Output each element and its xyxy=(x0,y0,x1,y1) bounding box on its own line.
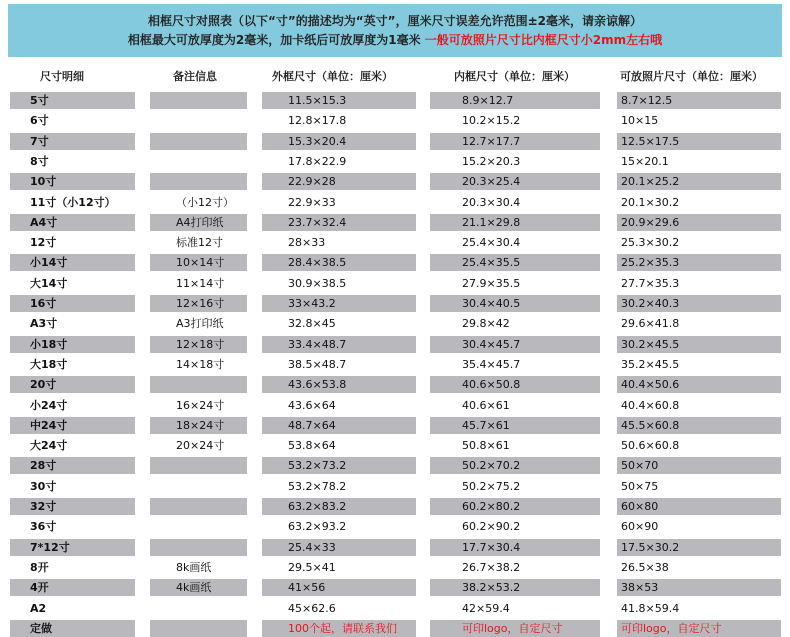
photo-size-cell: 50.6×60.8 xyxy=(621,439,680,453)
size-name-cell: 定做 xyxy=(10,620,135,637)
inner-size-cell: 50.8×61 xyxy=(462,439,510,453)
inner-size-cell: 21.1×29.8 xyxy=(430,214,600,231)
size-name-cell: 8寸 xyxy=(30,154,49,168)
outer-size-cell: 45×62.6 xyxy=(288,601,336,615)
outer-size-cell: 15.3×20.4 xyxy=(262,133,416,150)
remark-cell: 8k画纸 xyxy=(176,560,212,574)
column-header-photo-size: 可放照片尺寸（单位：厘米） xyxy=(620,70,763,83)
outer-size-cell: 63.2×93.2 xyxy=(288,520,347,534)
table-row xyxy=(0,478,790,495)
remark-cell: 标准12寸 xyxy=(176,236,223,250)
remark-cell: 12×16寸 xyxy=(150,295,247,312)
inner-size-cell: 20.3×25.4 xyxy=(430,173,600,190)
outer-size-cell: 38.5×48.7 xyxy=(288,357,347,371)
outer-size-cell: 33×43.2 xyxy=(262,295,416,312)
photo-size-cell: 可印logo，自定尺寸 xyxy=(617,620,781,637)
table-row xyxy=(0,295,790,312)
table-row xyxy=(0,539,790,556)
size-name-cell: 30寸 xyxy=(30,479,57,493)
inner-size-cell: 15.2×20.3 xyxy=(462,154,521,168)
column-header-outer-size: 外框尺寸（单位：厘米） xyxy=(272,70,393,83)
size-name-cell: 5寸 xyxy=(10,92,135,109)
remark-cell xyxy=(150,518,247,535)
remark-cell: 12×18寸 xyxy=(150,336,247,353)
table-row xyxy=(0,559,790,576)
inner-size-cell: 42×59.4 xyxy=(462,601,510,615)
inner-size-cell: 10.2×15.2 xyxy=(462,114,521,128)
table-row xyxy=(0,92,790,109)
remark-cell xyxy=(150,498,247,515)
inner-size-cell: 17.7×30.4 xyxy=(430,539,600,556)
outer-size-cell: 33.4×48.7 xyxy=(262,336,416,353)
size-name-cell: 36寸 xyxy=(30,520,57,534)
table-row xyxy=(0,133,790,150)
table-row xyxy=(0,498,790,515)
inner-size-cell: 20.3×30.4 xyxy=(462,195,521,209)
table-row xyxy=(0,600,790,617)
outer-size-cell: 12.8×17.8 xyxy=(288,114,347,128)
inner-size-cell: 38.2×53.2 xyxy=(430,579,600,596)
remark-cell xyxy=(150,600,247,617)
outer-size-cell: 23.7×32.4 xyxy=(262,214,416,231)
outer-size-cell: 43.6×64 xyxy=(288,398,336,412)
inner-size-cell: 27.9×35.5 xyxy=(462,276,521,290)
inner-size-cell: 30.4×40.5 xyxy=(430,295,600,312)
photo-size-cell: 20.1×25.2 xyxy=(617,173,781,190)
table-row xyxy=(0,376,790,393)
photo-size-cell: 26.5×38 xyxy=(621,560,669,574)
size-name-cell: 中24寸 xyxy=(10,417,135,434)
size-name-cell: A3寸 xyxy=(30,317,58,331)
photo-size-cell: 10×15 xyxy=(621,114,659,128)
size-name-cell: 10寸 xyxy=(10,173,135,190)
size-name-cell: 28寸 xyxy=(10,457,135,474)
remark-cell xyxy=(150,620,247,637)
size-name-cell: 小18寸 xyxy=(10,336,135,353)
inner-size-cell: 35.4×45.7 xyxy=(462,357,521,371)
header-banner xyxy=(8,4,782,57)
photo-size-cell: 12.5×17.5 xyxy=(617,133,781,150)
size-name-cell: 8开 xyxy=(30,560,49,574)
photo-size-cell: 38×53 xyxy=(617,579,781,596)
inner-size-cell: 12.7×17.7 xyxy=(430,133,600,150)
outer-size-cell: 22.9×28 xyxy=(262,173,416,190)
inner-size-cell: 30.4×45.7 xyxy=(430,336,600,353)
remark-cell: （小12寸） xyxy=(176,195,234,209)
inner-size-cell: 60.2×80.2 xyxy=(430,498,600,515)
remark-cell xyxy=(150,539,247,556)
photo-size-cell: 29.6×41.8 xyxy=(621,317,680,331)
outer-size-cell: 32.8×45 xyxy=(288,317,336,331)
remark-cell xyxy=(150,457,247,474)
photo-size-cell: 20.1×30.2 xyxy=(621,195,680,209)
table-row xyxy=(0,254,790,271)
banner-line-1: 相框尺寸对照表（以下“寸”的描述均为“英寸”，厘米尺寸误差允许范围±2毫米，请亲谅解） xyxy=(148,14,642,28)
outer-size-cell: 28.4×38.5 xyxy=(262,254,416,271)
outer-size-cell: 48.7×64 xyxy=(262,417,416,434)
table-row xyxy=(0,173,790,190)
size-name-cell: 大14寸 xyxy=(30,276,68,290)
photo-size-cell: 8.7×12.5 xyxy=(617,92,781,109)
outer-size-cell: 17.8×22.9 xyxy=(288,154,347,168)
photo-size-cell: 27.7×35.3 xyxy=(621,276,680,290)
photo-size-cell: 40.4×50.6 xyxy=(617,376,781,393)
outer-size-cell: 41×56 xyxy=(262,579,416,596)
remark-cell: 4k画纸 xyxy=(150,579,247,596)
photo-size-cell: 60×80 xyxy=(617,498,781,515)
table-row xyxy=(0,437,790,454)
size-name-cell: 16寸 xyxy=(10,295,135,312)
table-row xyxy=(0,194,790,211)
remark-cell xyxy=(150,133,247,150)
table-row xyxy=(0,356,790,373)
photo-size-cell: 50×70 xyxy=(617,457,781,474)
table-row xyxy=(0,457,790,474)
remark-cell: A3打印纸 xyxy=(176,317,224,331)
outer-size-cell: 29.5×41 xyxy=(288,560,336,574)
remark-cell xyxy=(150,92,247,109)
remark-cell: 16×24寸 xyxy=(176,398,225,412)
inner-size-cell: 25.4×30.4 xyxy=(462,236,521,250)
outer-size-cell: 43.6×53.8 xyxy=(262,376,416,393)
size-name-cell: 7寸 xyxy=(10,133,135,150)
banner-note: 相框最大可放厚度为2毫米，加卡纸后可放厚度为1毫米 xyxy=(127,33,421,47)
remark-cell: 20×24寸 xyxy=(176,439,225,453)
outer-size-cell: 22.9×33 xyxy=(288,195,336,209)
table-row xyxy=(0,153,790,170)
column-header-inner-size: 内框尺寸（单位：厘米） xyxy=(454,70,575,83)
remark-cell xyxy=(150,112,247,129)
photo-size-cell: 25.2×35.3 xyxy=(617,254,781,271)
remark-cell xyxy=(150,376,247,393)
remark-cell: 10×14寸 xyxy=(150,254,247,271)
outer-size-cell: 25.4×33 xyxy=(262,539,416,556)
photo-size-cell: 30.2×40.3 xyxy=(617,295,781,312)
photo-size-cell: 30.2×45.5 xyxy=(617,336,781,353)
inner-size-cell: 50.2×75.2 xyxy=(462,479,521,493)
remark-cell: 14×18寸 xyxy=(176,357,225,371)
outer-size-cell: 30.9×38.5 xyxy=(288,276,347,290)
size-name-cell: 小24寸 xyxy=(30,398,68,412)
size-name-cell: 20寸 xyxy=(10,376,135,393)
remark-cell xyxy=(150,173,247,190)
table-row xyxy=(0,275,790,292)
photo-size-cell: 25.3×30.2 xyxy=(621,236,680,250)
inner-size-cell: 50.2×70.2 xyxy=(430,457,600,474)
table-row xyxy=(0,112,790,129)
banner-line-2 xyxy=(8,31,782,50)
photo-size-cell: 15×20.1 xyxy=(621,154,669,168)
remark-cell xyxy=(150,153,247,170)
table-row xyxy=(0,620,790,637)
outer-size-cell: 53.8×64 xyxy=(288,439,336,453)
column-header-size: 尺寸明细 xyxy=(40,70,84,83)
size-name-cell: 小14寸 xyxy=(10,254,135,271)
inner-size-cell: 29.8×42 xyxy=(462,317,510,331)
photo-size-cell: 50×75 xyxy=(621,479,659,493)
size-name-cell: 7*12寸 xyxy=(10,539,135,556)
table-row xyxy=(0,234,790,251)
photo-size-cell: 17.5×30.2 xyxy=(617,539,781,556)
size-name-cell: A4寸 xyxy=(10,214,135,231)
outer-size-cell: 53.2×78.2 xyxy=(288,479,347,493)
size-name-cell: 12寸 xyxy=(30,236,57,250)
column-header-remark: 备注信息 xyxy=(173,70,217,83)
remark-cell: 18×24寸 xyxy=(150,417,247,434)
inner-size-cell: 8.9×12.7 xyxy=(430,92,600,109)
size-name-cell: 6寸 xyxy=(30,114,49,128)
table-row xyxy=(0,518,790,535)
outer-size-cell: 11.5×15.3 xyxy=(262,92,416,109)
table-row xyxy=(0,315,790,332)
table-row xyxy=(0,417,790,434)
table-row xyxy=(0,214,790,231)
outer-size-cell: 100个起，请联系我们 xyxy=(262,620,416,637)
outer-size-cell: 53.2×73.2 xyxy=(262,457,416,474)
inner-size-cell: 40.6×61 xyxy=(462,398,510,412)
photo-size-cell: 20.9×29.6 xyxy=(617,214,781,231)
size-name-cell: A2 xyxy=(30,601,47,615)
outer-size-cell: 63.2×83.2 xyxy=(262,498,416,515)
banner-highlight: 一般可放照片尺寸比内框尺寸小2mm左右哦 xyxy=(424,33,663,47)
outer-size-cell: 28×33 xyxy=(288,236,326,250)
table-row xyxy=(0,397,790,414)
size-name-cell: 大24寸 xyxy=(30,439,68,453)
remark-cell xyxy=(150,478,247,495)
remark-cell: A4打印纸 xyxy=(150,214,247,231)
photo-size-cell: 60×90 xyxy=(621,520,659,534)
photo-size-cell: 40.4×60.8 xyxy=(621,398,680,412)
photo-size-cell: 41.8×59.4 xyxy=(621,601,680,615)
photo-size-cell: 45.5×60.8 xyxy=(617,417,781,434)
size-name-cell: 4开 xyxy=(10,579,135,596)
size-name-cell: 32寸 xyxy=(10,498,135,515)
inner-size-cell: 40.6×50.8 xyxy=(430,376,600,393)
inner-size-cell: 25.4×35.5 xyxy=(430,254,600,271)
table-row xyxy=(0,579,790,596)
remark-cell: 11×14寸 xyxy=(176,276,225,290)
inner-size-cell: 可印logo，自定尺寸 xyxy=(430,620,600,637)
size-name-cell: 大18寸 xyxy=(30,357,68,371)
table-row xyxy=(0,336,790,353)
inner-size-cell: 60.2×90.2 xyxy=(462,520,521,534)
inner-size-cell: 26.7×38.2 xyxy=(462,560,521,574)
inner-size-cell: 45.7×61 xyxy=(430,417,600,434)
photo-size-cell: 35.2×45.5 xyxy=(621,357,680,371)
size-name-cell: 11寸（小12寸） xyxy=(30,195,116,209)
